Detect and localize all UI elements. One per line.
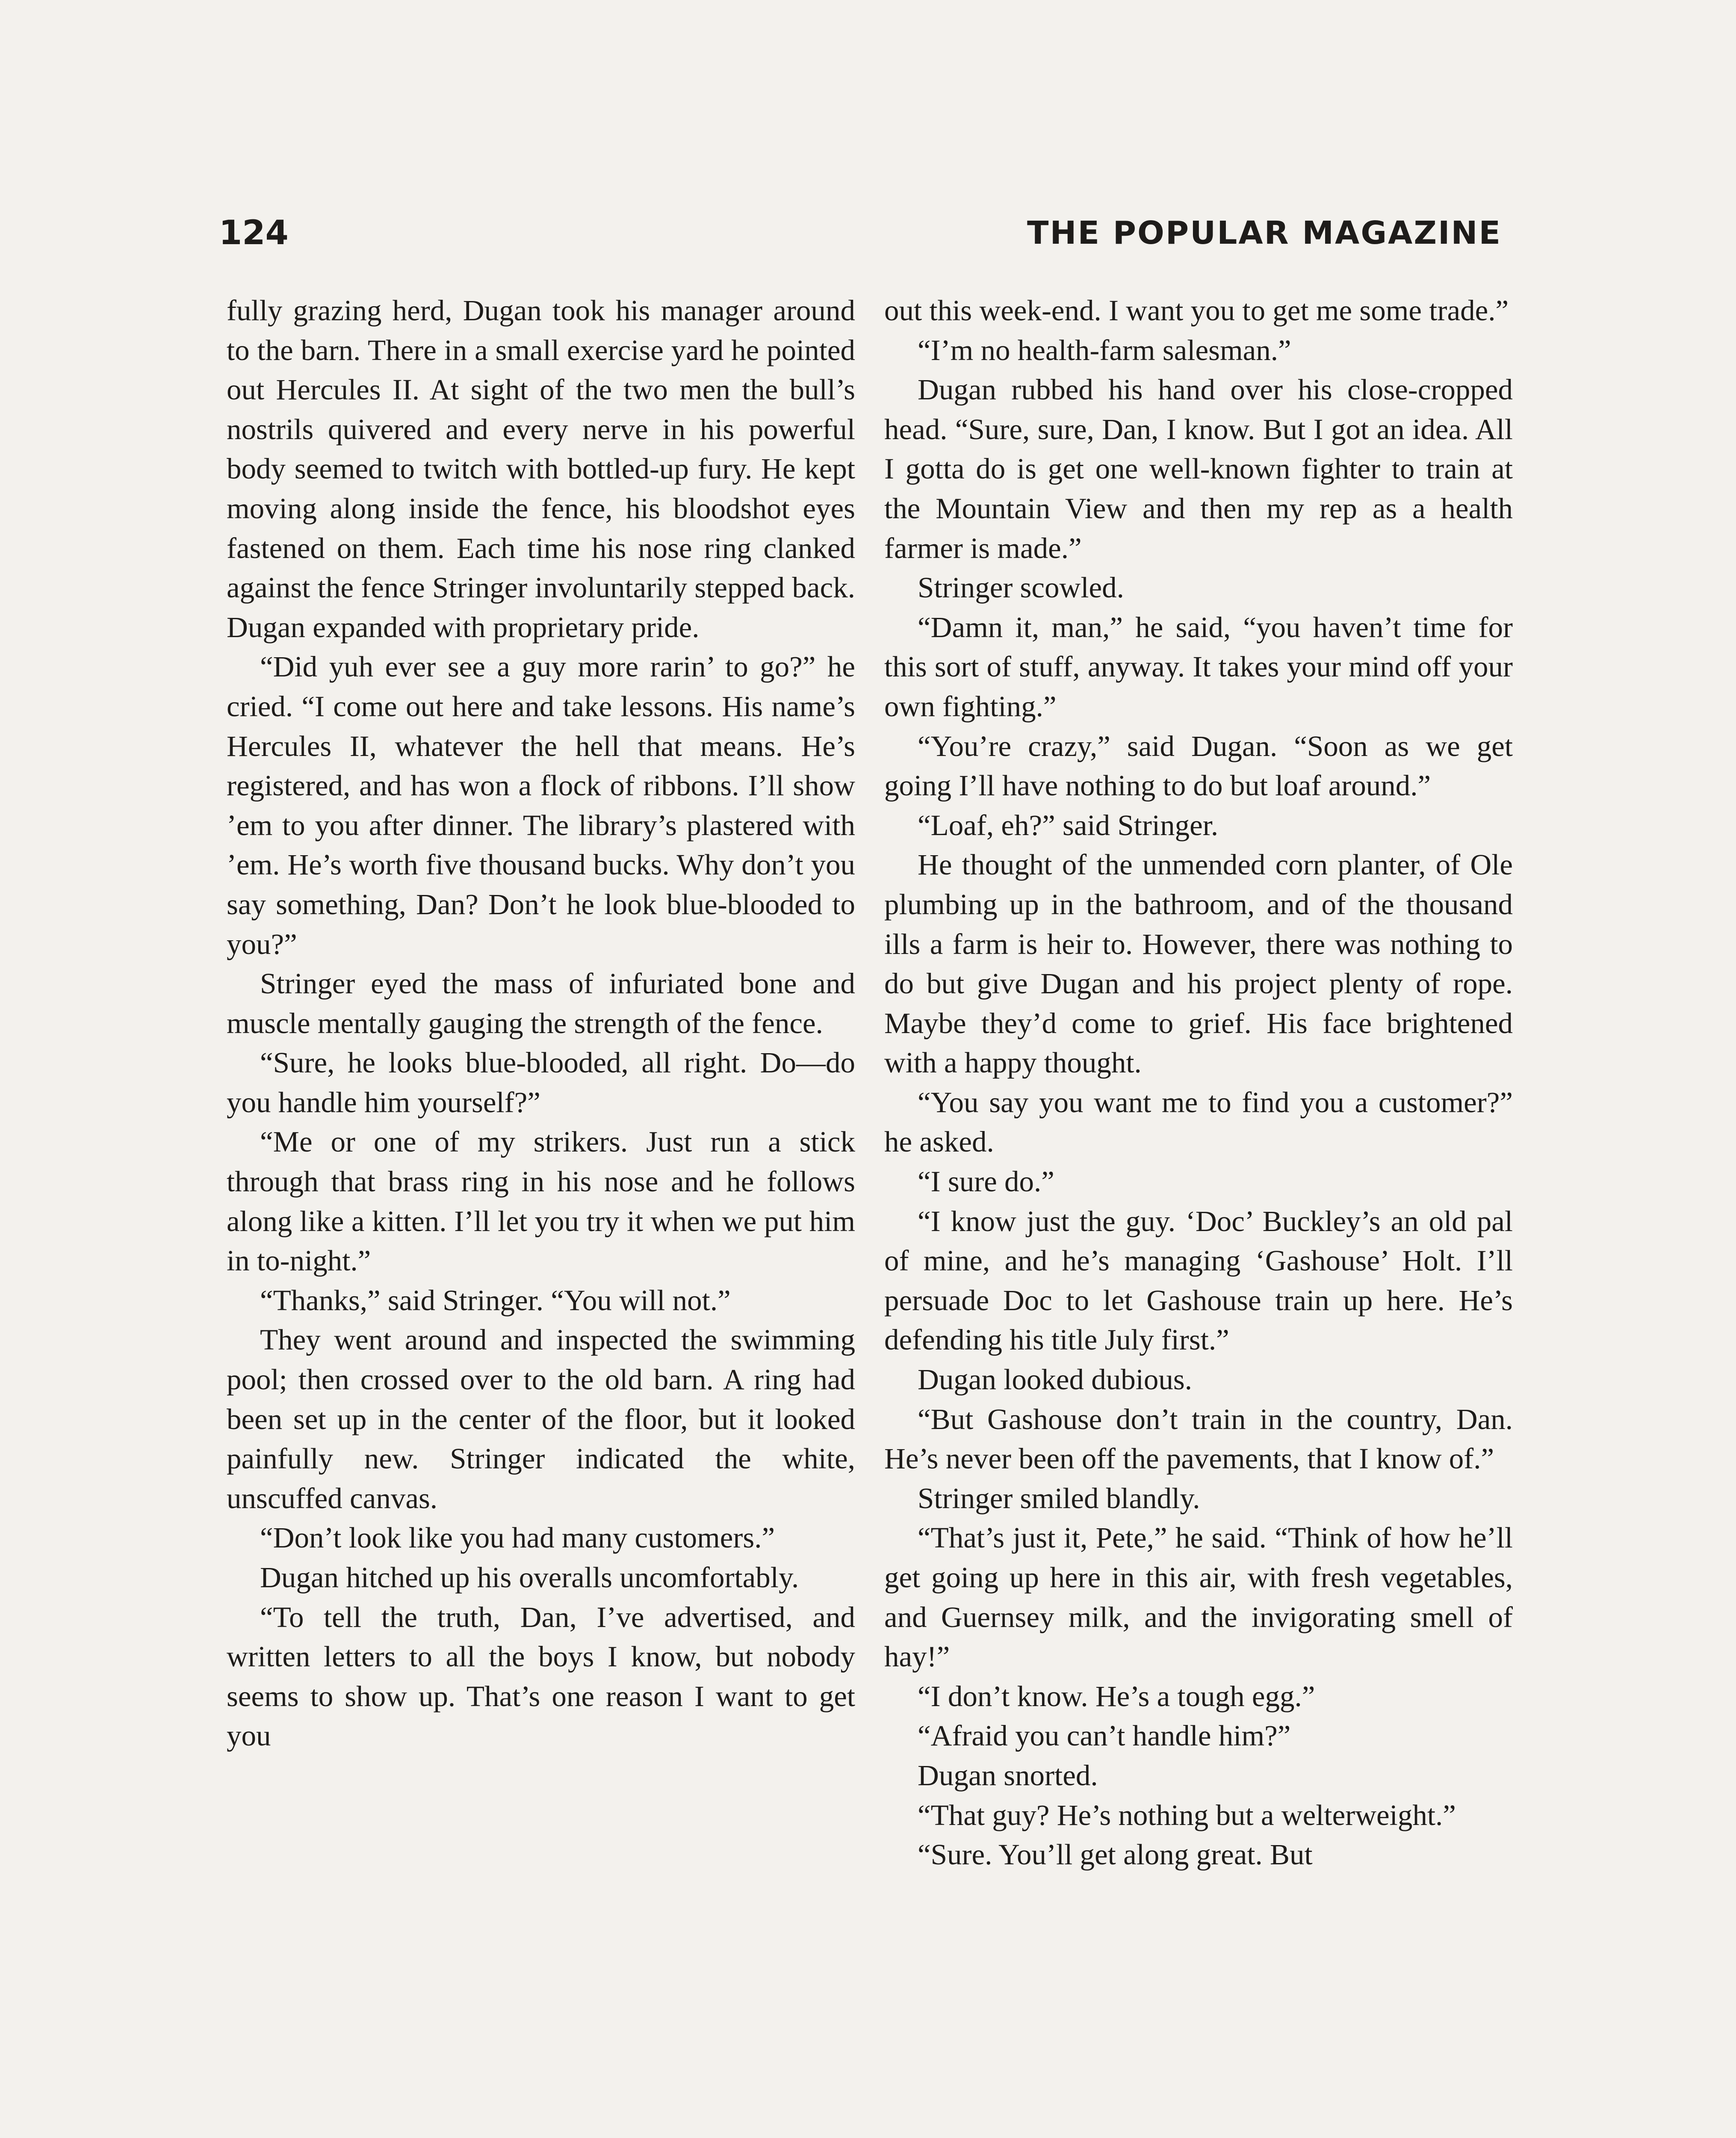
paragraph: Stringer eyed the mass of infuriated bone and muscle mentally gauging the strength of the fence.: [227, 967, 855, 1039]
paragraph: Dugan hitched up his overalls uncomfortably.: [260, 1561, 799, 1594]
paragraph: “That guy? He’s nothing but a welterweight.”: [918, 1798, 1456, 1831]
paragraph: “Afraid you can’t handle him?”: [918, 1719, 1291, 1752]
paragraph: “Did yuh ever see a guy more rarin’ to go?” he cried. “I come out here and take lessons. His name’s Hercules II, whatever the hell that means. He’s registered, and has won a flock of ribbons. I’ll show ’em to you after dinner. The library’s plastered with ’em. He’s worth five thousand bucks. Why don’t you say something, Dan? Don’t he look blue-blooded to you?”: [227, 650, 855, 960]
paragraph: “Sure. You’ll get along great. But: [918, 1838, 1313, 1871]
page-number: 124: [219, 214, 289, 252]
paragraph: “To tell the truth, Dan, I’ve advertised, and written letters to all the boys I know, but nobody seems to show up. That’s one reason I want to get you: [227, 1601, 855, 1752]
running-head: THE POPULAR MAGAZINE: [1027, 215, 1502, 251]
paragraph: “Don’t look like you had many customers.”: [260, 1521, 775, 1554]
paragraph: “I sure do.”: [918, 1165, 1054, 1198]
paragraph: fully grazing herd, Dugan took his manager around to the barn. There in a small exercise yard he pointed out Hercules II. At sight of the two men the bull’s nostrils quivered and every nerve in his powerful body seemed to twitch with bottled-up fury. He kept moving along inside the fence, his bloodshot eyes fastened on them. Each time his nose ring clanked against the fence Stringer involuntarily stepped back. Dugan expanded with proprietary pride.: [227, 294, 855, 644]
paragraph: out this week-end. I want you to get me some trade.”: [884, 294, 1509, 327]
paragraph: “I’m no health-farm salesman.”: [918, 334, 1291, 366]
paragraph: “Loaf, eh?” said Stringer.: [918, 809, 1219, 842]
paragraph: Stringer smiled blandly.: [918, 1482, 1200, 1515]
paragraph: “Me or one of my strikers. Just run a stick through that brass ring in his nose and he follows along like a kitten. I’ll let you try it when we put him in to-night.”: [227, 1125, 855, 1277]
paragraph: He thought of the unmended corn planter, of Ole plumbing up in the bathroom, and of the thousand ills a farm is heir to. However, there was nothing to do but give Dugan and his project plenty of rope. Maybe they’d come to grief. His face brightened with a happy thought.: [884, 848, 1513, 1079]
paragraph: Dugan looked dubious.: [918, 1363, 1193, 1396]
paragraph: “That’s just it, Pete,” he said. “Think of how he’ll get going up here in this air, with fresh vegetables, and Guernsey milk, and the invigorating smell of hay!”: [884, 1521, 1513, 1673]
paragraph: Stringer scowled.: [918, 571, 1124, 604]
paragraph: “You say you want me to find you a customer?” he asked.: [884, 1086, 1513, 1158]
paragraph: They went around and inspected the swimming pool; then crossed over to the old barn. A ring had been set up in the center of the floor, but it looked painfully new. Stringer indicated the white, unscuffed canvas.: [227, 1323, 855, 1515]
paragraph: “I don’t know. He’s a tough egg.”: [918, 1680, 1315, 1713]
paragraph: “I know just the guy. ‘Doc’ Buckley’s an old pal of mine, and he’s managing ‘Gashouse’ Holt. I’ll persuade Doc to let Gashouse train up here. He’s defending his title July first.”: [884, 1205, 1513, 1356]
paragraph: Dugan rubbed his hand over his close-cropped head. “Sure, sure, Dan, I know. But I got an idea. All I gotta do is get one well-known fighter to train at the Mountain View and then my rep as a health farmer is made.”: [884, 373, 1513, 564]
paragraph: “Thanks,” said Stringer. “You will not.”: [260, 1284, 731, 1317]
paragraph: Dugan snorted.: [918, 1759, 1098, 1792]
right-column: [884, 291, 1513, 2138]
paragraph: “You’re crazy,” said Dugan. “Soon as we get going I’ll have nothing to do but loaf around.”: [884, 729, 1513, 802]
paragraph: “Damn it, man,” he said, “you haven’t time for this sort of stuff, anyway. It takes your mind off your own fighting.”: [884, 611, 1513, 723]
paragraph: “But Gashouse don’t train in the country, Dan. He’s never been off the pavements, that I know of.”: [884, 1403, 1513, 1475]
paragraph: “Sure, he looks blue-blooded, all right. Do—do you handle him yourself?”: [227, 1046, 855, 1119]
page-header: [219, 210, 1502, 261]
left-column: [227, 291, 855, 2138]
